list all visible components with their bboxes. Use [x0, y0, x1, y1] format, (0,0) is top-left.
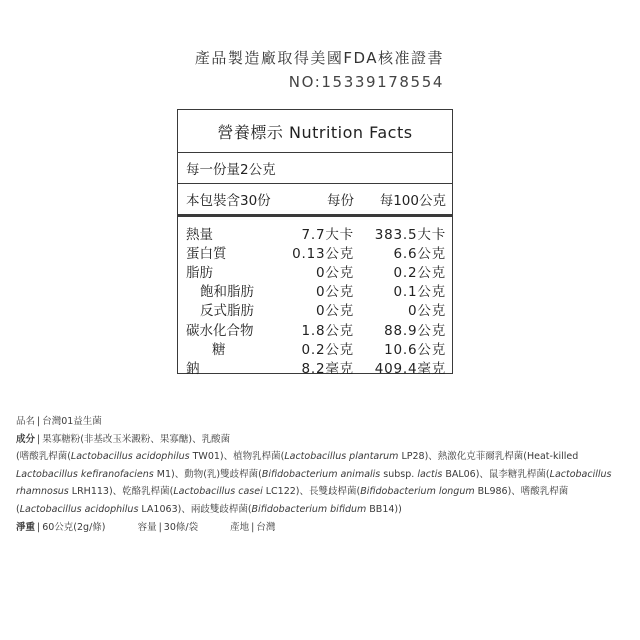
species-name: Lactobacillus acidophilus: [19, 503, 139, 515]
nutrient-per-serving: 0公克: [316, 264, 354, 281]
ingredient-text: BB14)): [366, 503, 402, 515]
product-name-label: 品名: [16, 416, 36, 427]
ingredients-line-2: [16, 448, 628, 466]
nutrition-row-carbohydrate: [178, 319, 452, 338]
nutrition-row-fat: [178, 261, 452, 280]
certificate-number: NO:15339178554: [288, 73, 444, 91]
net-weight-label: 淨重: [16, 521, 36, 533]
ingredient-text: (: [16, 503, 20, 515]
nutrient-name: 碳水化合物: [186, 322, 254, 339]
capacity-value: 30條/袋: [163, 521, 199, 533]
per-serving-header: 每份: [327, 193, 354, 209]
nutrient-name: 蛋白質: [186, 245, 227, 262]
species-name: Lactobacillus: [549, 468, 612, 480]
species-name: Lactobacillus kefiranofaciens: [16, 468, 154, 480]
nutrition-row-trans-fat: [178, 300, 452, 319]
product-name-value: 台灣01益生菌: [42, 416, 102, 427]
nutrient-name: 脂肪: [186, 264, 213, 281]
nutrition-row-protein: [178, 242, 452, 261]
ingredients-line-4: [16, 483, 628, 501]
ingredients-line-3: [16, 466, 628, 484]
nutrient-per-100g: 383.5大卡: [374, 226, 446, 243]
ingredient-text: (嗜酸乳桿菌(: [16, 451, 71, 463]
nutrient-per-serving: 7.7大卡: [301, 226, 354, 243]
species-name: lactis: [417, 468, 443, 480]
nutrition-rows: [178, 217, 452, 377]
nutrition-row-calories: [178, 223, 452, 242]
ingredient-text: TW01)、植物乳桿菌(: [189, 451, 285, 463]
nutrient-per-serving: 0公克: [316, 284, 354, 301]
origin-label: 產地: [230, 521, 250, 533]
nutrition-row-saturated-fat: [178, 281, 452, 300]
nutrition-row-sodium: [178, 357, 452, 376]
nutrient-per-serving: 1.8公克: [301, 322, 354, 339]
ingredient-text: LP28)、熱激化克菲爾乳桿菌(Heat-killed: [398, 451, 579, 463]
ingredient-text: LC122)、長雙歧桿菌(: [262, 486, 361, 498]
species-name: Bifidobacterium longum: [360, 486, 475, 498]
ingredient-text: LRH113)、乾酪乳桿菌(: [68, 486, 174, 498]
nutrient-per-serving: 8.2毫克: [301, 360, 354, 377]
nutrition-facts-table: [177, 109, 453, 377]
ingredients-line-5: [16, 501, 628, 519]
nutrient-name: 糖: [212, 341, 226, 358]
ingredients-label: 成分: [16, 433, 36, 445]
ingredient-text: LA1063)、兩歧雙歧桿菌(: [138, 503, 252, 515]
species-name: rhamnosus: [16, 486, 69, 498]
ingredient-text: M1)、動物(乳)雙歧桿菌(: [153, 468, 262, 480]
nutrient-per-100g: 0.2公克: [393, 264, 446, 281]
capacity-label: 容量: [137, 521, 157, 533]
species-name: Lactobacillus plantarum: [284, 451, 399, 463]
product-name-line: 品名 | 台灣01益生菌: [16, 416, 102, 427]
nutrient-per-100g: 88.9公克: [384, 322, 446, 339]
species-name: Lactobacillus casei: [173, 486, 263, 498]
nutrient-per-serving: 0.13公克: [292, 245, 354, 262]
nutrition-row-sugar: [178, 338, 452, 357]
ingredient-text: BL986)、嗜酸乳桿菌: [474, 486, 569, 498]
ingredients-text: 果寡糖粉(非基改玉米澱粉、果寡醣)、乳酸菌: [42, 433, 231, 445]
nutrient-name: 鈉: [186, 360, 200, 377]
serving-size: 每一份量2公克: [178, 153, 452, 184]
fda-certificate-text: 產品製造廠取得美國FDA核准證書: [194, 49, 444, 67]
nutrient-per-100g: 6.6公克: [393, 245, 446, 262]
nutrient-name: 反式脂肪: [200, 303, 254, 320]
nutrient-per-100g: 0公克: [408, 303, 446, 320]
product-info: [16, 413, 628, 536]
nutrient-per-100g: 0.1公克: [393, 284, 446, 301]
species-name: Lactobacillus acidophilus: [70, 451, 190, 463]
origin-value: 台灣: [256, 521, 276, 533]
per-100g-header: 每100公克: [379, 193, 446, 209]
nutrient-per-serving: 0.2公克: [301, 341, 354, 358]
package-details-line: 淨重 | 60公克(2g/條) 容量 | 30條/袋 產地 | 台灣: [16, 521, 276, 533]
species-name: Bifidobacterium animalis: [261, 468, 381, 480]
nutrition-facts-title: 營養標示 Nutrition Facts: [178, 110, 452, 153]
nutrient-name: 熱量: [186, 226, 213, 243]
species-name: Bifidobacterium bifidum: [251, 503, 367, 515]
nutrition-header-row: [178, 184, 452, 217]
nutrient-per-100g: 10.6公克: [384, 341, 446, 358]
nutrient-name: 飽和脂肪: [200, 284, 254, 301]
ingredient-text: BAL06)、鼠李糖乳桿菌(: [442, 468, 550, 480]
ingredient-text: subsp.: [380, 468, 418, 480]
nutrient-per-100g: 409.4毫克: [374, 360, 446, 377]
servings-per-pack: 本包裝含30份: [186, 193, 271, 209]
certification-header: [195, 47, 444, 93]
ingredients-line-1: 成分 | 果寡糖粉(非基改玉米澱粉、果寡醣)、乳酸菌: [16, 433, 231, 445]
nutrient-per-serving: 0公克: [316, 303, 354, 320]
net-weight-value: 60公克(2g/條): [42, 521, 106, 533]
